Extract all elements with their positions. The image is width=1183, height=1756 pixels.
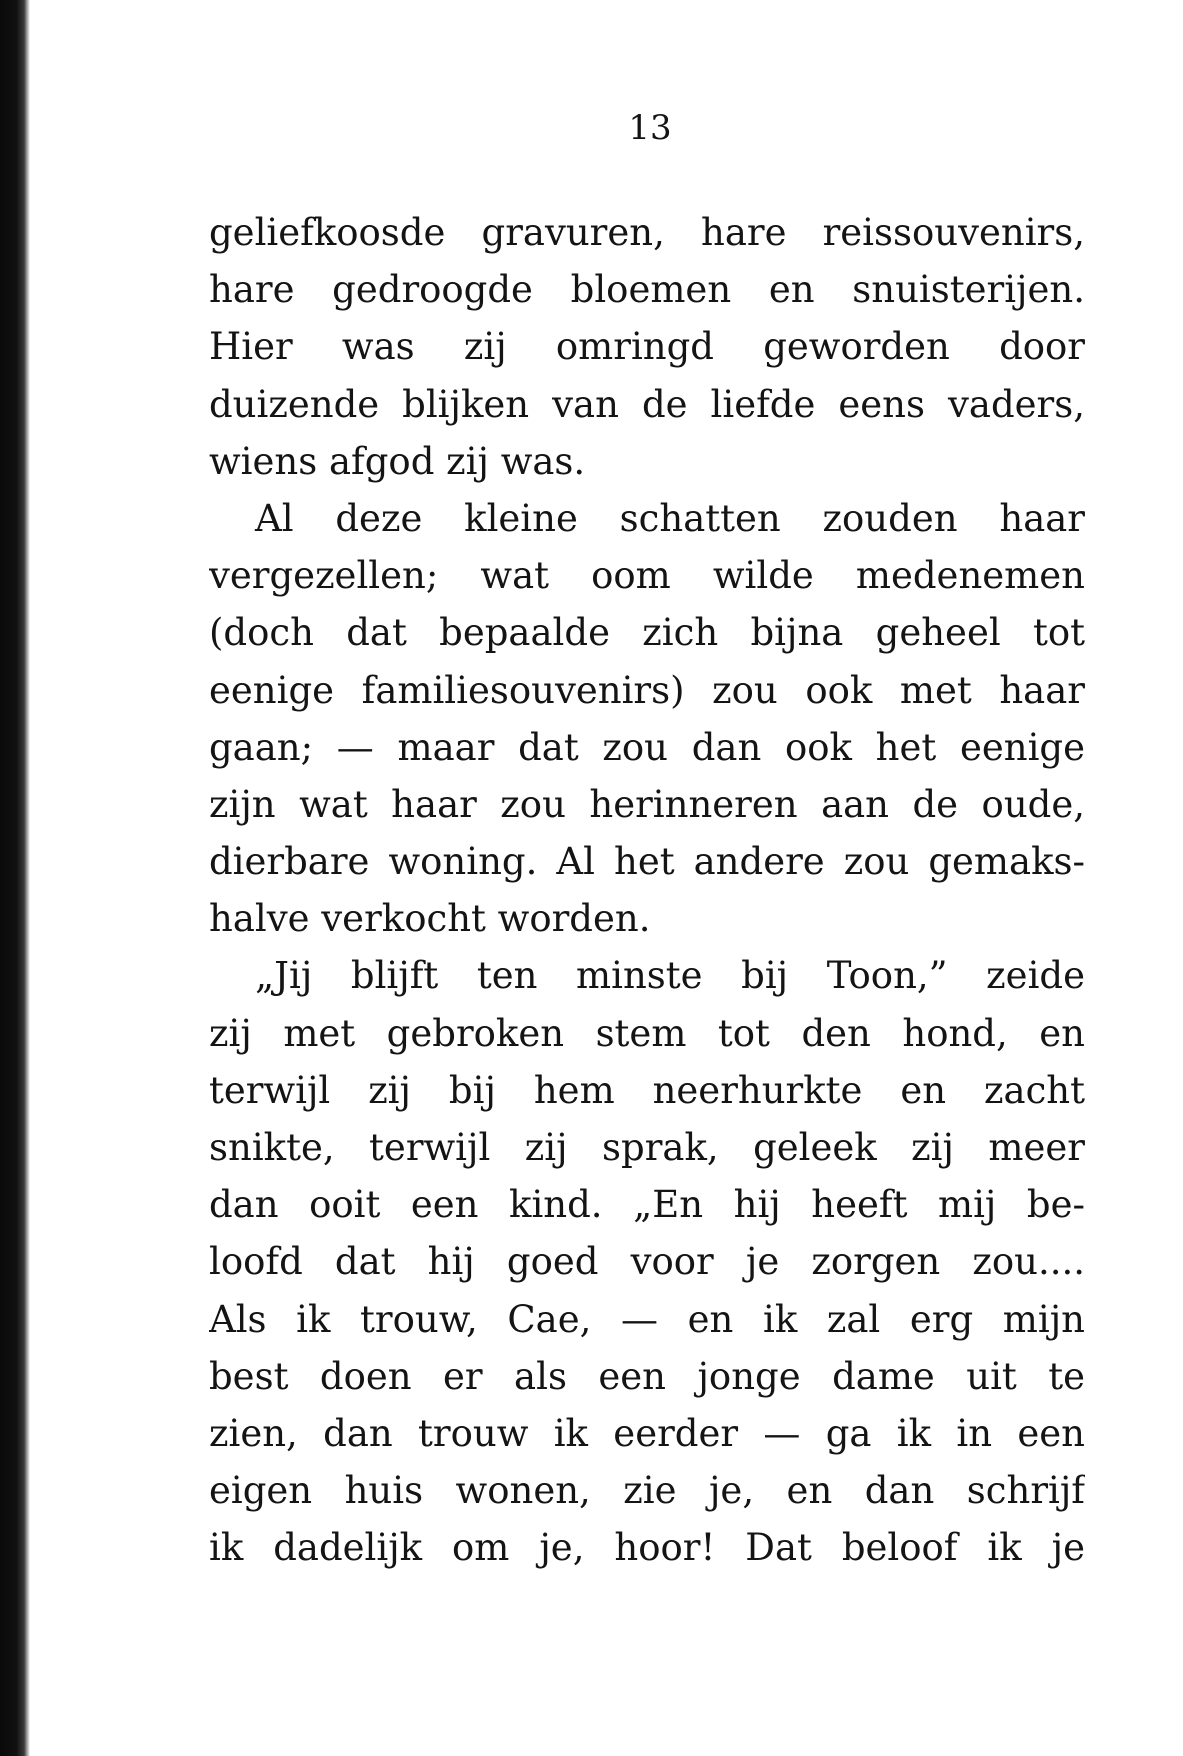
text-line: zijn wat haar zou herinneren aan de oude, [209, 782, 1085, 826]
text-line: hare gedroogde bloemen en snuisterijen. [209, 268, 1085, 312]
text-line: dierbare woning. Al het andere zou gemaks- [209, 840, 1085, 884]
text-line: Als ik trouw, Cae, — en ik zal erg mijn [209, 1297, 1085, 1341]
text-line: geliefkoosde gravuren, hare reissouvenirs, [209, 211, 1085, 254]
text-line: snikte, terwijl zij sprak, geleek zij meer [209, 1126, 1085, 1169]
text-line: eigen huis wonen, zie je, en dan schrijf [209, 1469, 1085, 1513]
text-line: halve verkocht worden. [209, 897, 651, 941]
text-line: wiens afgod zij was. [209, 439, 586, 483]
text-line: gaan; — maar dat zou dan ook het eenige [209, 725, 1085, 769]
text-line: dan ooit een kind. „En hij heeft mij be- [209, 1183, 1085, 1227]
text-line: duizende blijken van de liefde eens vaders, [209, 382, 1085, 426]
body-text [209, 204, 1085, 1577]
book-spine-edge [0, 0, 30, 1756]
text-line: „Jij blijft ten minste bij Toon,” zeide [255, 954, 1085, 998]
text-line: zien, dan trouw ik eerder — ga ik in een [209, 1411, 1085, 1455]
text-line: best doen er als een jonge dame uit te [209, 1354, 1085, 1398]
text-line: zij met gebroken stem tot den hond, en [209, 1011, 1085, 1055]
text-line: vergezellen; wat oom wilde medenemen [209, 554, 1085, 598]
page-number: 13 [628, 108, 672, 148]
text-line: Al deze kleine schatten zouden haar [255, 496, 1085, 540]
text-line: ik dadelijk om je, hoor! Dat beloof ik je [209, 1526, 1085, 1570]
text-line: (doch dat bepaalde zich bijna geheel tot [209, 611, 1085, 655]
text-line: terwijl zij bij hem neerhurkte en zacht [209, 1068, 1085, 1112]
text-line: Hier was zij omringd geworden door [209, 325, 1085, 369]
text-line: loofd dat hij goed voor je zorgen zou.... [209, 1240, 1085, 1284]
text-line: eenige familiesouvenirs) zou ook met haar [209, 668, 1085, 712]
